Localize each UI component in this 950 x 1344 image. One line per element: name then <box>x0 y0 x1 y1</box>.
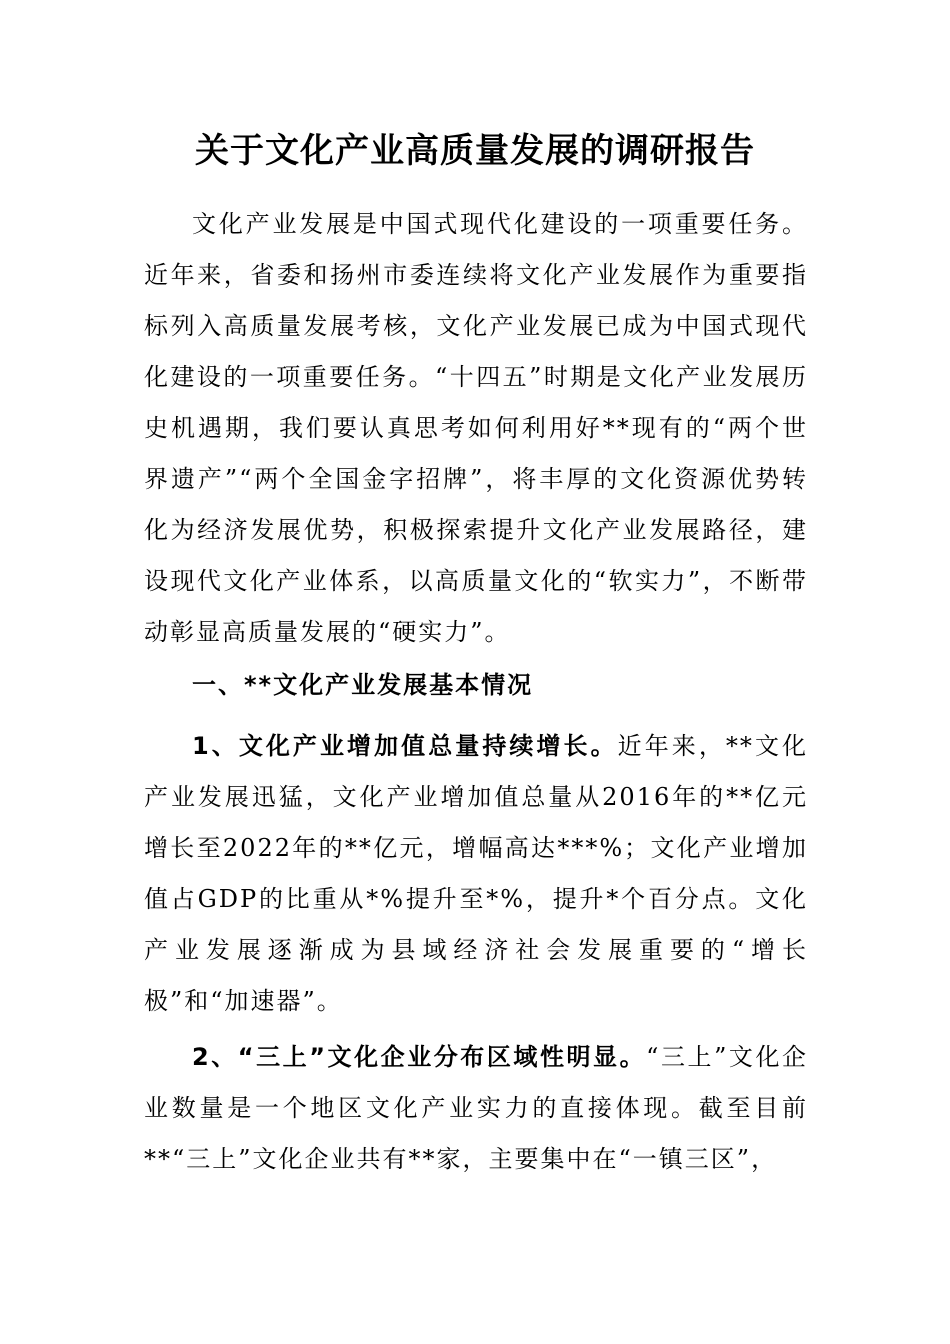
item-2-text: “三上”文化企业数量是一个地区文化产业实力的直接体现。截至目前**“三上”文化企业共有**家，主要集中在“一镇三区”， <box>144 1043 808 1173</box>
page-title: 关于文化产业高质量发展的调研报告 <box>195 131 755 171</box>
intro-paragraph: 文化产业发展是中国式现代化建设的一项重要任务。近年来，省委和扬州市委连续将文化产业发展作为重要指标列入高质量发展考核，文化产业发展已成为中国式现代化建设的一项重要任务。“十四五”时期是文化产业发展历史机遇期，我们要认真思考如何利用好**现有的“两个世界遗产”“两个全国金字招牌”，将丰厚的文化资源优势转化为经济发展优势，积极探索提升文化产业发展路径，建设现代文化产业体系，以高质量文化的“软实力”，不断带动彰显高质量发展的“硬实力”。 <box>144 210 808 646</box>
section-heading: 一、**文化产业发展基本情况 <box>192 671 534 699</box>
item-2-paragraph <box>144 1032 808 1185</box>
item-1-lead: 1、文化产业增加值总量持续增长。 <box>192 732 618 760</box>
item-2-lead: 2、“三上”文化企业分布区域性明显。 <box>192 1043 647 1071</box>
item-1-text: 近年来，**文化产业发展迅猛，文化产业增加值总量从2016年的**亿元增长至2022年的**亿元，增幅高达***%；文化产业增加值占GDP的比重从*%提升至*%，提升*个百分点。文化产业发展逐渐成为县域经济社会发展重要的“增长极”和“加速器”。 <box>144 732 809 1015</box>
item-1-paragraph <box>144 721 808 1027</box>
